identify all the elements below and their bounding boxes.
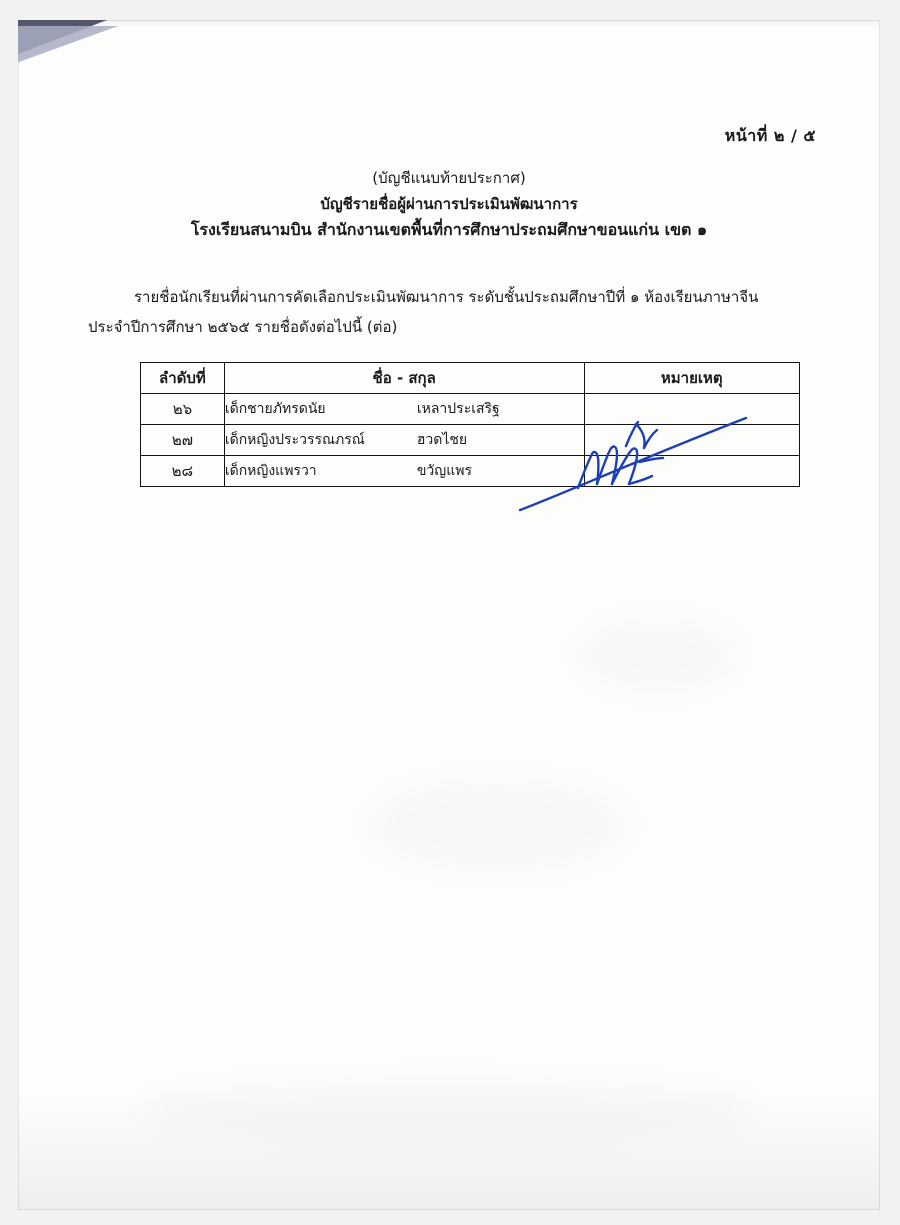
document-heading [18, 165, 880, 243]
heading-attachment-note: (บัญชีแนบท้ายประกาศ) [372, 169, 526, 187]
cell-no: ๒๗ [141, 425, 225, 456]
table-row [141, 456, 800, 487]
paragraph-line-1: รายชื่อนักเรียนที่ผ่านการคัดเลือกประเมินพัฒนาการ ระดับชั้นประถมศึกษาปีที่ ๑ ห้องเรียนภาษาจีน [134, 288, 759, 306]
student-roster-table [140, 362, 800, 487]
page-number: หน้าที่ ๒ / ๕ [724, 126, 816, 145]
corner-fold-dark [18, 20, 128, 58]
page-corner-fold [18, 20, 128, 80]
cell-name [224, 425, 584, 456]
column-header-no: ลำดับที่ [141, 363, 225, 394]
cell-no: ๒๘ [141, 456, 225, 487]
cell-note [584, 425, 799, 456]
scan-blotch [138, 1080, 758, 1140]
cell-note [584, 394, 799, 425]
cell-name-last: ขวัญแพร [416, 463, 472, 479]
scan-top-shading [18, 20, 880, 28]
heading-school-office: โรงเรียนสนามบิน สำนักงานเขตพื้นที่การศึกษาประถมศึกษาขอนแก่น เขต ๑ [190, 220, 708, 239]
paragraph-line-2: ประจำปีการศึกษา ๒๕๖๕ รายชื่อดังต่อไปนี้ (ต่อ) [88, 318, 398, 336]
cell-name [224, 456, 584, 487]
cell-name-last: เหลาประเสริฐ [416, 401, 500, 417]
scan-blotch [578, 620, 738, 690]
cell-name [224, 394, 584, 425]
table-header-row [141, 363, 800, 394]
column-header-note: หมายเหตุ [584, 363, 799, 394]
intro-paragraph [88, 282, 820, 342]
scanned-sheet [18, 20, 880, 1210]
cell-name-first: เด็กหญิงแพรวา [224, 463, 317, 479]
scan-blotch [368, 780, 628, 870]
heading-list-title: บัญชีรายชื่อผู้ผ่านการประเมินพัฒนาการ [320, 195, 578, 213]
corner-fold-light [18, 26, 118, 66]
cell-name-first: เด็กหญิงประวรรณภรณ์ [224, 432, 365, 448]
cell-no: ๒๖ [141, 394, 225, 425]
column-header-name: ชื่อ - สกุล [224, 363, 584, 394]
table-row [141, 425, 800, 456]
cell-name-last: ฮวดไชย [416, 432, 468, 448]
cell-name-first: เด็กชายภัทรดนัย [224, 401, 326, 417]
cell-note [584, 456, 799, 487]
table-row [141, 394, 800, 425]
